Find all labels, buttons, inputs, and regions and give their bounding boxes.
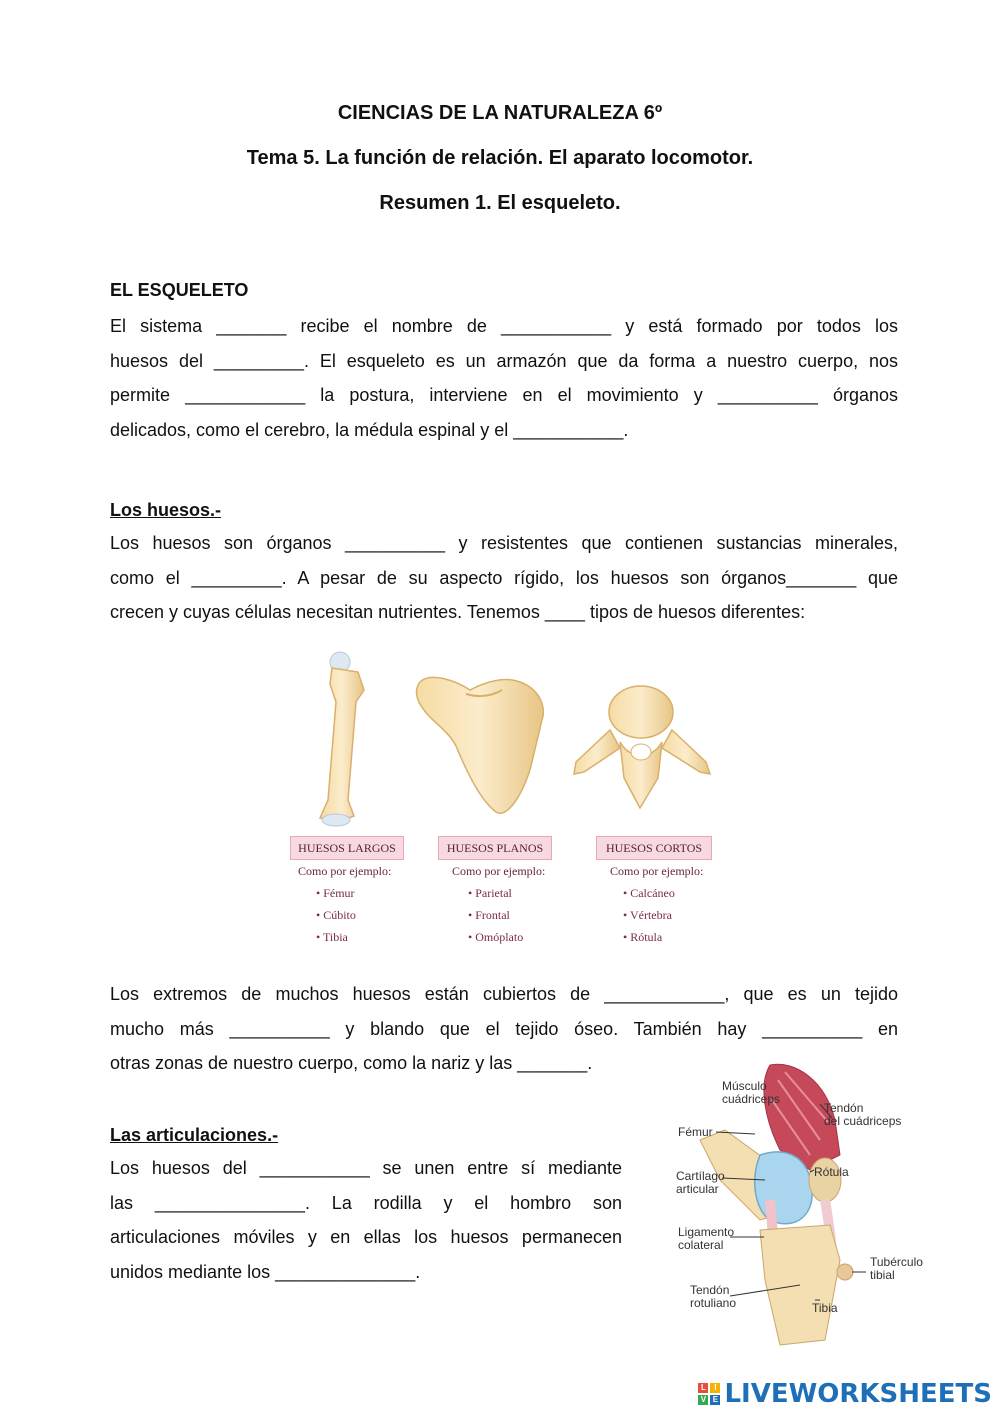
brand-name: LIVEWORKSHEETS bbox=[724, 1379, 992, 1409]
knee-label-rotula: Rótula bbox=[814, 1165, 849, 1179]
bone-example-item: • Vértebra bbox=[623, 908, 672, 922]
bone-example-item: • Fémur bbox=[316, 886, 355, 900]
text-line: Los huesos del ___________ se unen entre sí mediante bbox=[110, 1158, 622, 1178]
text-line: otras zonas de nuestro cuerpo, como la nariz y las _______. bbox=[110, 1053, 593, 1073]
text-line: Los extremos de muchos huesos están cubiertos de ____________, que es un tejido bbox=[110, 984, 898, 1004]
example-caption: Como por ejemplo: bbox=[610, 864, 704, 878]
text-line: Los huesos son órganos __________ y resistentes que contienen sustancias minerales, bbox=[110, 533, 898, 553]
label-text: rotuliano bbox=[690, 1296, 737, 1310]
knee-label-musculo bbox=[722, 1080, 780, 1106]
text-line: El sistema _______ recibe el nombre de ___________ y está formado por todos los bbox=[110, 316, 898, 336]
logo-letter: E bbox=[710, 1395, 720, 1405]
knee-label-ligamento bbox=[678, 1226, 734, 1252]
liveworksheets-brand[interactable] bbox=[698, 1379, 992, 1409]
label-text: Tubérculo bbox=[870, 1255, 923, 1269]
text-line: mucho más __________ y blando que el tejido óseo. También hay __________ en bbox=[110, 1018, 898, 1039]
label-text: Tendón bbox=[690, 1283, 730, 1297]
knee-label-cartilago bbox=[676, 1170, 725, 1196]
knee-label-femur: Fémur bbox=[678, 1125, 713, 1139]
bone-types-figure bbox=[280, 650, 730, 950]
knee-diagram bbox=[660, 1060, 940, 1350]
heading-esqueleto: EL ESQUELETO bbox=[110, 280, 249, 300]
label-text: del cuádriceps bbox=[824, 1114, 902, 1128]
example-caption: Como por ejemplo: bbox=[452, 864, 546, 878]
label-text: Tendón bbox=[824, 1101, 864, 1115]
text-line: permite ____________ la postura, interviene en el movimiento y __________ órganos bbox=[110, 385, 898, 405]
knee-label-tendon-rotuliano bbox=[690, 1284, 736, 1310]
scapula-illustration bbox=[417, 677, 544, 813]
knee-label-tuberculo bbox=[870, 1256, 923, 1282]
paragraph-esqueleto bbox=[110, 309, 898, 447]
liveworksheets-logo-icon bbox=[698, 1383, 720, 1405]
bone-illustrations bbox=[280, 650, 730, 830]
bone-example-item: • Tibia bbox=[316, 930, 348, 944]
label-text: colateral bbox=[678, 1238, 724, 1252]
paragraph-articulaciones bbox=[110, 1151, 622, 1289]
text-line: unidos mediante los ______________. bbox=[110, 1261, 421, 1282]
title-topic: Tema 5. La función de relación. El aparato locomotor. bbox=[246, 147, 754, 169]
bone-example-item: • Omóplato bbox=[468, 930, 524, 944]
label-huesos-planos: HUESOS PLANOS bbox=[438, 836, 552, 860]
text-line: las _______________. La rodilla y el hombro son bbox=[110, 1192, 622, 1213]
label-huesos-largos: HUESOS LARGOS bbox=[290, 836, 404, 860]
vertebra-illustration bbox=[574, 686, 710, 808]
text-line: articulaciones móviles y en ellas los huesos permanecen bbox=[110, 1227, 622, 1247]
heading-huesos: Los huesos.- bbox=[110, 500, 222, 520]
bone-example-item: • Frontal bbox=[468, 908, 510, 922]
bone-example-item: • Rótula bbox=[623, 930, 663, 944]
label-text: articular bbox=[676, 1182, 719, 1196]
knee-label-tendon-cuadriceps bbox=[824, 1102, 901, 1128]
logo-letter: L bbox=[698, 1383, 708, 1393]
text-line: como el _________. A pesar de su aspecto rígido, los huesos son órganos_______ que bbox=[110, 567, 898, 588]
label-text: tibial bbox=[870, 1268, 895, 1282]
text-line: huesos del _________. El esqueleto es un armazón que da forma a nuestro cuerpo, nos bbox=[110, 350, 898, 371]
bone-example-item: • Parietal bbox=[468, 886, 512, 900]
label-huesos-cortos: HUESOS CORTOS bbox=[596, 836, 712, 860]
example-caption: Como por ejemplo: bbox=[298, 864, 392, 878]
label-text: cuádriceps bbox=[722, 1092, 781, 1106]
femur-illustration bbox=[320, 652, 364, 826]
label-text: Cartílago bbox=[676, 1169, 725, 1183]
logo-letter: V bbox=[698, 1395, 708, 1405]
bone-example-item: • Calcáneo bbox=[623, 886, 675, 900]
heading-articulaciones: Las articulaciones.- bbox=[110, 1125, 279, 1145]
knee-label-tibia: Tibia bbox=[812, 1301, 838, 1315]
logo-letter: I bbox=[710, 1383, 720, 1393]
label-text: Músculo bbox=[722, 1079, 767, 1093]
label-text: Ligamento bbox=[678, 1225, 735, 1239]
title-subject: CIENCIAS DE LA NATURALEZA 6º bbox=[337, 102, 663, 124]
bone-example-item: • Cúbito bbox=[316, 908, 356, 922]
title-summary: Resumen 1. El esqueleto. bbox=[379, 192, 621, 214]
text-line: crecen y cuyas células necesitan nutrientes. Tenemos ____ tipos de huesos diferentes: bbox=[110, 602, 806, 622]
paragraph-huesos bbox=[110, 526, 898, 630]
text-line: delicados, como el cerebro, la médula espinal y el ___________. bbox=[110, 419, 629, 440]
